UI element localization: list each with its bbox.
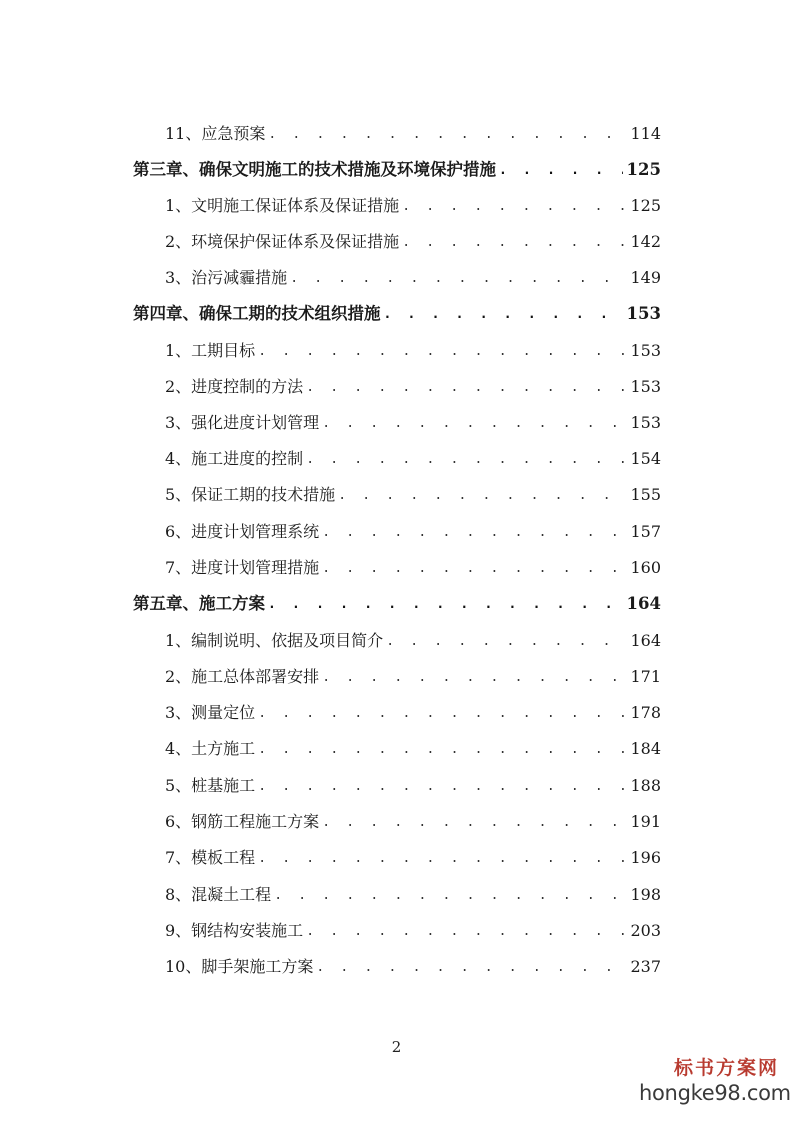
toc-entry-title: 10、脚手架施工方案 — [165, 957, 314, 976]
toc-entry-title: 3、治污减霾措施 — [165, 268, 288, 287]
watermark-site-name: 标书方案网 — [673, 1057, 779, 1079]
site-watermark-logo — [639, 1056, 791, 1112]
toc-entry[interactable] — [165, 807, 661, 837]
toc-entry[interactable] — [165, 698, 661, 728]
toc-entry-page: 237 — [630, 957, 661, 976]
toc-dot-leader — [306, 445, 626, 475]
toc-entry[interactable] — [165, 227, 661, 257]
toc-entry-page: 184 — [630, 739, 661, 758]
toc-entry-title: 4、施工进度的控制 — [165, 449, 304, 468]
toc-entry-title: 1、编制说明、依据及项目简介 — [165, 631, 384, 650]
toc-entry-title: 4、土方施工 — [165, 739, 256, 758]
toc-dot-leader — [290, 264, 626, 294]
toc-dot-leader — [402, 228, 626, 258]
toc-entry-page: 155 — [630, 485, 661, 504]
toc-entry-page: 125 — [630, 196, 661, 215]
toc-entry[interactable] — [165, 553, 661, 583]
toc-entry-page: 153 — [630, 377, 661, 396]
toc-entry-title: 2、施工总体部署安排 — [165, 667, 320, 686]
toc-entry-page: 157 — [630, 522, 661, 541]
toc-entry[interactable] — [165, 263, 661, 293]
toc-entry-title: 1、文明施工保证体系及保证措施 — [165, 196, 400, 215]
toc-entry-title: 2、环境保护保证体系及保证措施 — [165, 232, 400, 251]
toc-entry-page: 154 — [630, 449, 661, 468]
toc-entry[interactable] — [165, 880, 661, 910]
toc-dot-leader — [316, 953, 626, 983]
toc-entry[interactable] — [165, 444, 661, 474]
toc-dot-leader — [338, 481, 626, 511]
toc-entry-title: 8、混凝土工程 — [165, 885, 272, 904]
toc-entry[interactable] — [165, 916, 661, 946]
toc-entry-title: 第五章、施工方案 — [133, 594, 265, 613]
toc-entry-title: 第四章、确保工期的技术组织措施 — [133, 304, 381, 323]
toc-chapter-entry[interactable] — [133, 589, 661, 619]
toc-entry-page: 178 — [630, 703, 661, 722]
toc-dot-leader — [384, 300, 623, 330]
toc-entry[interactable] — [165, 336, 661, 366]
toc-entry-title: 3、测量定位 — [165, 703, 256, 722]
toc-dot-leader — [499, 156, 623, 186]
toc-entry[interactable] — [165, 517, 661, 547]
toc-entry-title: 11、应急预案 — [165, 124, 266, 143]
toc-entry[interactable] — [165, 662, 661, 692]
toc-dot-leader — [322, 808, 626, 838]
toc-entry-page: 125 — [626, 160, 661, 179]
toc-entry-title: 3、强化进度计划管理 — [165, 413, 320, 432]
page-number: 2 — [391, 1038, 402, 1056]
toc-entry-title: 5、桩基施工 — [165, 776, 256, 795]
toc-entry-page: 114 — [630, 124, 661, 143]
toc-dot-leader — [258, 337, 626, 367]
toc-entry-page: 149 — [630, 268, 661, 287]
toc-entry-page: 203 — [630, 921, 661, 940]
toc-entry-title: 2、进度控制的方法 — [165, 377, 304, 396]
toc-dot-leader — [322, 663, 626, 693]
toc-chapter-entry[interactable] — [133, 299, 661, 329]
toc-entry-page: 188 — [630, 776, 661, 795]
toc-entry-page: 171 — [630, 667, 661, 686]
toc-entry-page: 164 — [630, 631, 661, 650]
toc-entry-page: 160 — [630, 558, 661, 577]
toc-dot-leader — [268, 120, 626, 150]
toc-entry[interactable] — [165, 843, 661, 873]
toc-entry[interactable] — [165, 734, 661, 764]
toc-entry-title: 5、保证工期的技术措施 — [165, 485, 336, 504]
toc-entry[interactable] — [165, 480, 661, 510]
toc-dot-leader — [306, 917, 626, 947]
toc-chapter-entry[interactable] — [133, 155, 661, 185]
toc-entry-title: 1、工期目标 — [165, 341, 256, 360]
toc-entry-title: 6、进度计划管理系统 — [165, 522, 320, 541]
toc-dot-leader — [258, 699, 626, 729]
toc-entry-title: 9、钢结构安装施工 — [165, 921, 304, 940]
toc-entry[interactable] — [165, 191, 661, 221]
toc-dot-leader — [322, 518, 626, 548]
toc-dot-leader — [322, 554, 626, 584]
toc-entry-page: 198 — [630, 885, 661, 904]
toc-entry-page: 164 — [626, 594, 661, 613]
toc-entry[interactable] — [165, 408, 661, 438]
toc-dot-leader — [274, 881, 626, 911]
toc-entry-page: 153 — [626, 304, 661, 323]
watermark-url: hongke98.com — [639, 1081, 791, 1105]
toc-entry[interactable] — [165, 952, 661, 982]
toc-dot-leader — [322, 409, 626, 439]
toc-entry-title: 第三章、确保文明施工的技术措施及环境保护措施 — [133, 160, 496, 179]
toc-entry-page: 191 — [630, 812, 661, 831]
toc-entry[interactable] — [165, 771, 661, 801]
toc-dot-leader — [268, 590, 623, 620]
toc-dot-leader — [258, 844, 626, 874]
toc-entry-title: 6、钢筋工程施工方案 — [165, 812, 320, 831]
toc-entry-title: 7、模板工程 — [165, 848, 256, 867]
toc-dot-leader — [306, 373, 626, 403]
toc-entry-page: 153 — [630, 413, 661, 432]
toc-entry[interactable] — [165, 119, 661, 149]
toc-dot-leader — [386, 627, 626, 657]
toc-entry-page: 196 — [630, 848, 661, 867]
toc-dot-leader — [258, 735, 626, 765]
toc-dot-leader — [258, 772, 626, 802]
toc-dot-leader — [402, 192, 626, 222]
toc-entry-page: 153 — [630, 341, 661, 360]
toc-entry[interactable] — [165, 372, 661, 402]
toc-entry-title: 7、进度计划管理措施 — [165, 558, 320, 577]
toc-entry[interactable] — [165, 626, 661, 656]
toc-entry-page: 142 — [630, 232, 661, 251]
